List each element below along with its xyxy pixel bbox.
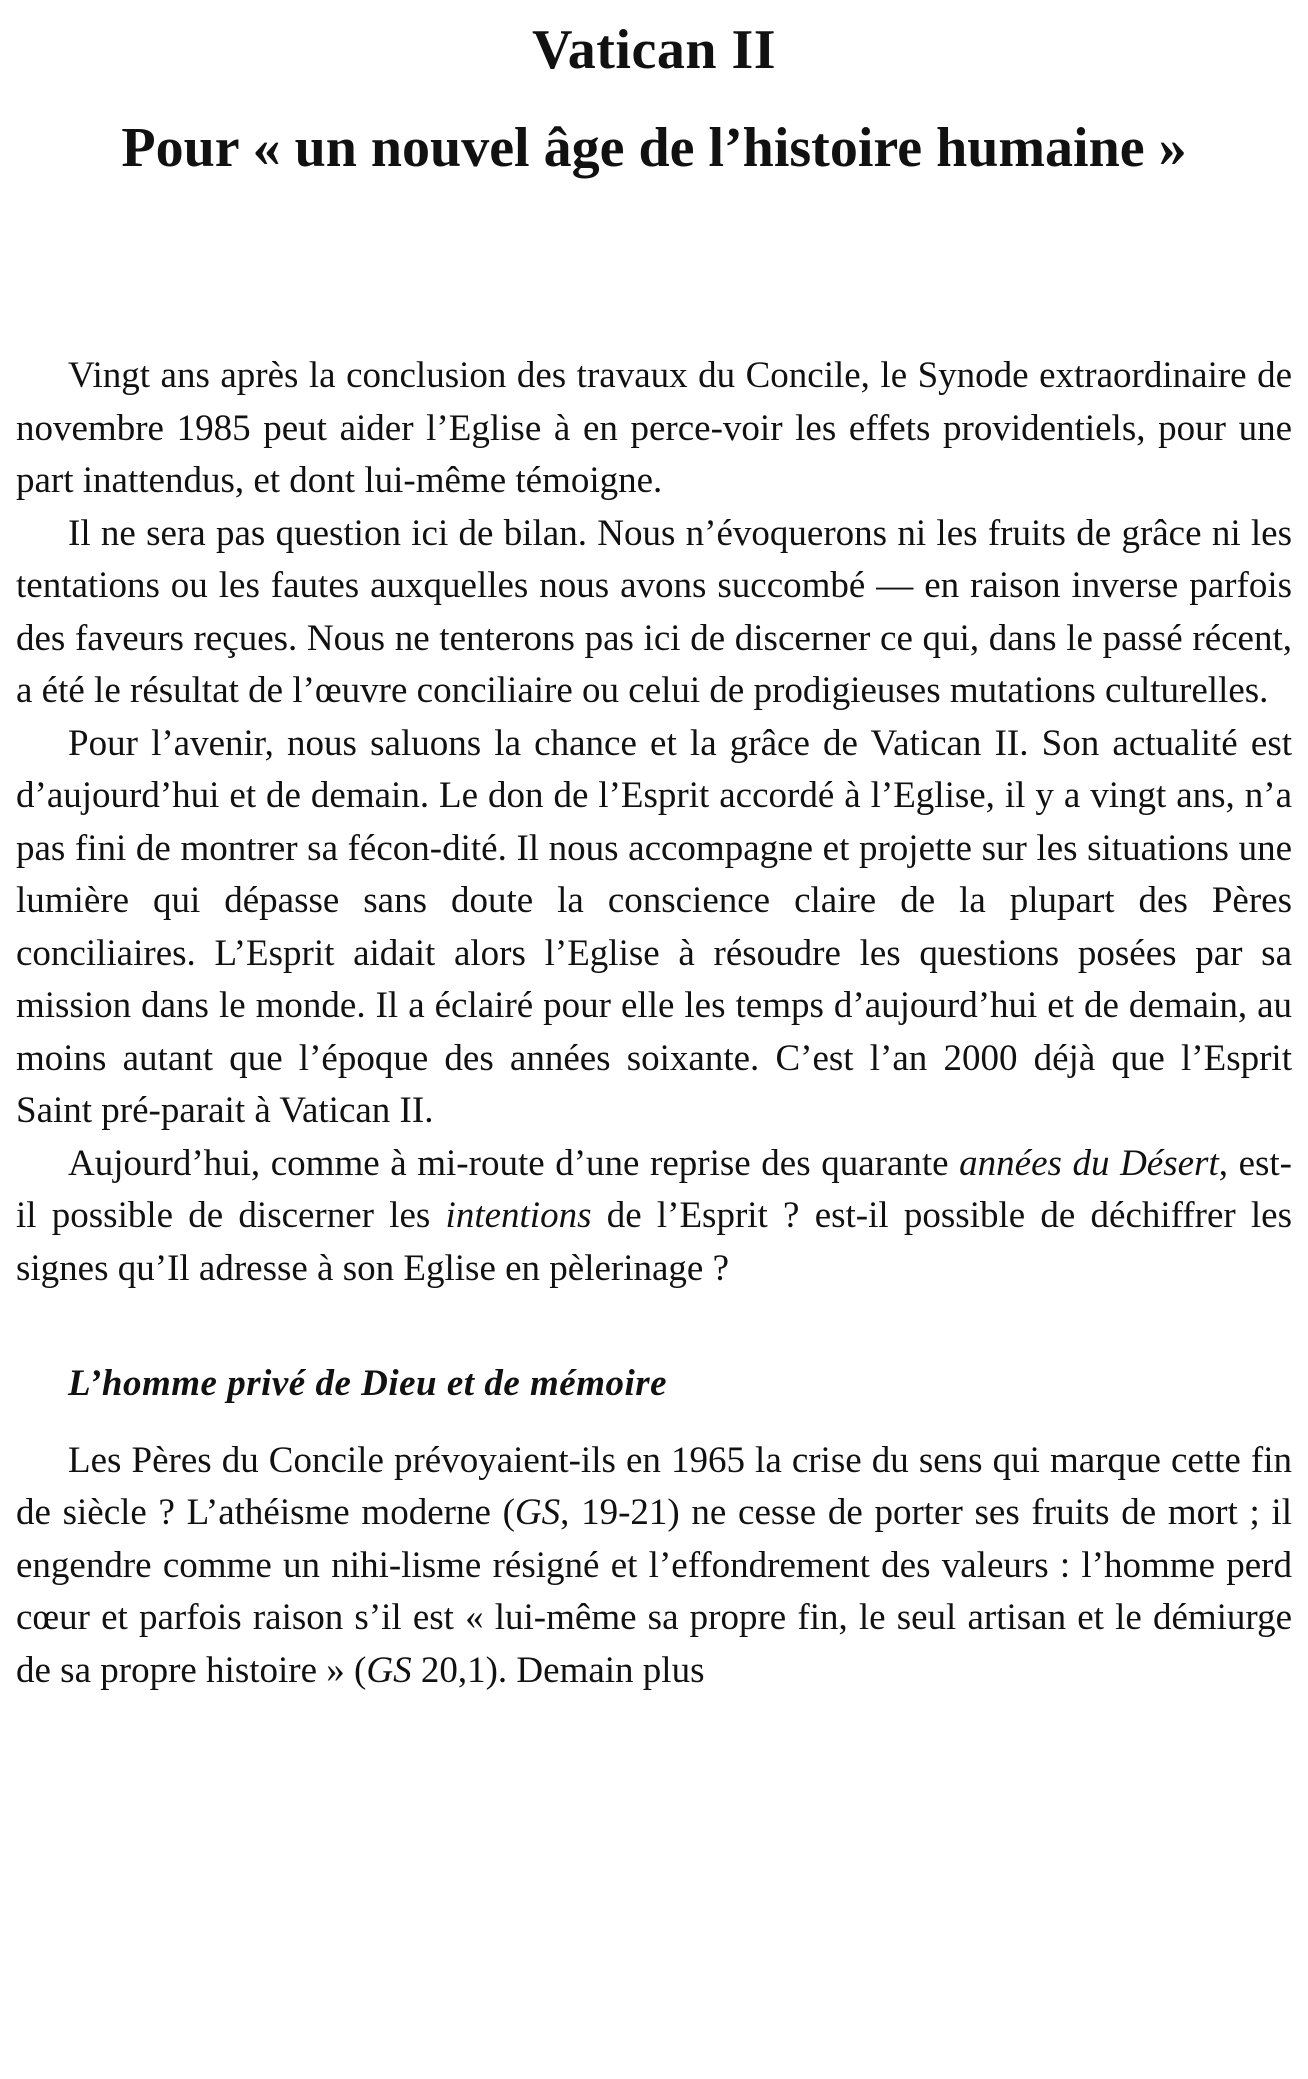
paragraph-5: [16, 1435, 1292, 1698]
reference-gs: GS: [366, 1649, 412, 1691]
paragraph-5-text: 20,1). Demain plus: [411, 1649, 705, 1691]
paragraph-3: Pour l’avenir, nous saluons la chance et la grâce de Vatican II. Son actualité est d’aujourd’hui et de demain. Le don de l’Esprit accordé à l’Eglise, il y a vingt ans, n’a pas fini de montrer sa fécon-dité. Il nous accompagne et projette sur les situations une lumière qui dépasse sans doute la conscience claire de la plupart des Pères conciliaires. L’Esprit aidait alors l’Eglise à résoudre les questions posées par sa mission dans le monde. Il a éclairé pour elle les temps d’aujourd’hui et de demain, au moins autant que l’époque des années soixante. C’est l’an 2000 déjà que l’Esprit Saint pré-parait à Vatican II.: [16, 722, 1292, 1131]
page-title: Vatican II: [531, 19, 777, 81]
page-subtitle: Pour « un nouvel âge de l’histoire humaine »: [121, 117, 1187, 179]
body-text: [16, 350, 1292, 1697]
paragraph-4-text: Aujourd’hui, comme à mi-route d’une reprise des quarante: [68, 1142, 960, 1184]
paragraph-5-text: , 19-21) ne cesse de porter ses fruits de mort ; il engendre comme un nihi-lisme résigné et l’effondrement des valeurs : l’homme perd cœur et parfois raison s’il est « lui-même sa propre fin, le seul artisan et le démiurge de sa propre histoire » (: [16, 1492, 1292, 1691]
paragraph-4: [16, 1138, 1292, 1296]
section-heading: L’homme privé de Dieu et de mémoire: [68, 1363, 668, 1404]
paragraph-1: Vingt ans après la conclusion des travaux du Concile, le Synode extraordinaire de novembre 1985 peut aider l’Eglise à en perce-voir les effets providentiels, pour une part inattendus, et dont lui-même témoigne.: [16, 355, 1292, 501]
paragraph-4-text: , est-il possible de discerner les: [16, 1142, 1292, 1236]
paragraph-4-italic: années du Désert: [959, 1142, 1219, 1184]
paragraph-4-italic: intentions: [445, 1195, 592, 1236]
paragraph-5-text: Les Pères du Concile prévoyaient-ils en 1965 la crise du sens qui marque cette fin de siècle ? L’athéisme moderne (: [16, 1439, 1292, 1533]
paragraph-4-text: de l’Esprit ? est-il possible de déchiffrer les signes qu’Il adresse à son Eglise en pèlerinage ?: [16, 1195, 1293, 1289]
paragraph-2: Il ne sera pas question ici de bilan. Nous n’évoquerons ni les fruits de grâce ni les tentations ou les fautes auxquelles nous avons succombé — en raison inverse parfois des faveurs reçues. Nous ne tenterons pas ici de discerner ce qui, dans le passé récent, a été le résultat de l’œuvre conciliaire ou celui de prodigieuses mutations culturelles.: [16, 512, 1292, 711]
reference-gs: GS: [514, 1492, 561, 1533]
